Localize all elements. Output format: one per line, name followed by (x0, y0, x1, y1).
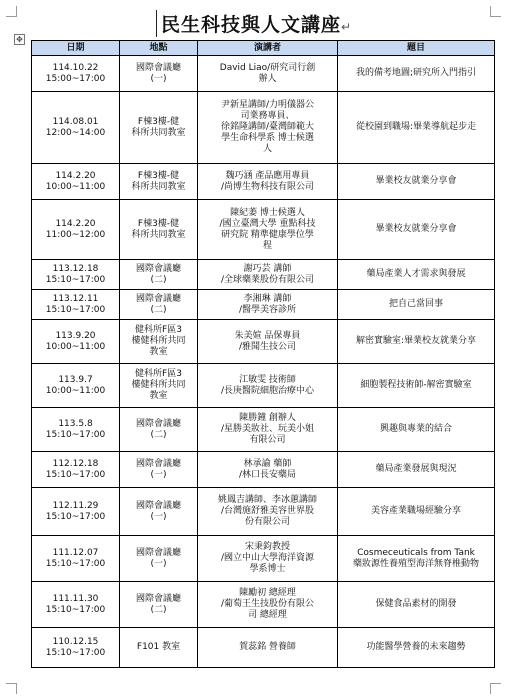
table-row (32, 628, 495, 668)
table-row (32, 260, 495, 290)
table-header-row (32, 41, 495, 56)
table-row (32, 56, 495, 92)
column-header-date: 日期 (32, 41, 120, 56)
date-cell[interactable]: 114.08.01 12:00~14:00 (32, 92, 120, 164)
location-cell[interactable]: 國際會議廳 (一) (120, 452, 198, 488)
topic-cell[interactable]: 我的備考地圖;研究所入門指引 (338, 56, 495, 92)
speaker-cell[interactable]: 江敏雯 技術師 /長庚醫院細胞治療中心 (198, 364, 338, 408)
speaker-cell[interactable]: 謝巧芸 講師 /全球藥業股份有限公司 (198, 260, 338, 290)
page-corner-mark (6, 683, 17, 694)
topic-cell[interactable]: 畢業校友就業分享會 (338, 200, 495, 260)
date-cell[interactable]: 114.10.22 15:00~17:00 (32, 56, 120, 92)
location-cell[interactable]: 健科所F區3 樓健科所共同 教室 (120, 364, 198, 408)
topic-cell[interactable]: 美容產業職場經驗分享 (338, 488, 495, 536)
topic-cell[interactable]: 解密實驗室:畢業校友就業分享 (338, 320, 495, 364)
topic-cell[interactable]: 藥局產業人才需求與發展 (338, 260, 495, 290)
location-cell[interactable]: 國際會議廳 (一) (120, 536, 198, 582)
table-row (32, 290, 495, 320)
location-cell[interactable]: F棟3樓-健 科所共同教室 (120, 200, 198, 260)
date-cell[interactable]: 113.9.7 10:00~11:00 (32, 364, 120, 408)
location-cell[interactable]: 國際會議廳 (一) (120, 56, 198, 92)
speaker-cell[interactable]: 姚鳳吉講師、李冰蕙講師 /台灣施舒雅美容世界股 份有限公司 (198, 488, 338, 536)
table-row (32, 364, 495, 408)
table-row (32, 536, 495, 582)
speaker-cell[interactable]: 賀蕊銘 營養師 (198, 628, 338, 668)
speaker-cell[interactable]: 宋秉鈞教授 /國立中山大學海洋資源 學系博士 (198, 536, 338, 582)
date-cell[interactable]: 113.9.20 10:00~11:00 (32, 320, 120, 364)
topic-cell[interactable]: 功能醫學營養的未來趨勢 (338, 628, 495, 668)
location-cell[interactable]: 國際會議廳 (二) (120, 408, 198, 452)
table-row (32, 92, 495, 164)
table-row (32, 200, 495, 260)
location-cell[interactable]: 國際會議廳 (二) (120, 290, 198, 320)
speaker-cell[interactable]: 魏巧涵 產品應用專員 /尚博生物科技有限公司 (198, 164, 338, 200)
speaker-cell[interactable]: 陳勝鐘 創辦人 /星勝美妝社、玩美小姐 有限公司 (198, 408, 338, 452)
column-header-speaker: 演講者 (198, 41, 338, 56)
table-row (32, 320, 495, 364)
table-row (32, 582, 495, 628)
speaker-cell[interactable]: 朱美媗 品保專員 /雅聞生技公司 (198, 320, 338, 364)
speaker-cell[interactable]: 陳紀萎 博士候選人 /國立臺灣大學 重點科技 研究院 精準健康學位學 程 (198, 200, 338, 260)
date-cell[interactable]: 111.11.30 15:10~17:00 (32, 582, 120, 628)
page-corner-mark (490, 683, 501, 694)
topic-cell[interactable]: 興趣與專業的結合 (338, 408, 495, 452)
location-cell[interactable]: 國際會議廳 (二) (120, 582, 198, 628)
paragraph-mark-icon: ↵ (340, 20, 352, 34)
speaker-cell[interactable]: David Liao/研究司行創 辦人 (198, 56, 338, 92)
title-container (0, 10, 507, 37)
lecture-schedule-table (31, 40, 495, 668)
table-row (32, 452, 495, 488)
location-cell[interactable]: F棟3樓-健 科所共同教室 (120, 92, 198, 164)
topic-cell[interactable]: 從校園到職場:畢業導航起步走 (338, 92, 495, 164)
table-row (32, 488, 495, 536)
location-cell[interactable]: F101 教室 (120, 628, 198, 668)
topic-cell[interactable]: 細胞製程技術師-解密實驗室 (338, 364, 495, 408)
date-cell[interactable]: 113.12.18 15:10~17:00 (32, 260, 120, 290)
speaker-cell[interactable]: 尹新星講師/力明儀器公 司業務專員、 徐銘隆講師/臺灣師範大 學生命科學系 博士候選 人 (198, 92, 338, 164)
date-cell[interactable]: 114.2.20 11:00~12:00 (32, 200, 120, 260)
date-cell[interactable]: 110.12.15 15:10~17:00 (32, 628, 120, 668)
table-row (32, 164, 495, 200)
date-cell[interactable]: 113.5.8 15:10~17:00 (32, 408, 120, 452)
date-cell[interactable]: 114.2.20 10:00~11:00 (32, 164, 120, 200)
topic-cell[interactable]: 把自己當回事 (338, 290, 495, 320)
document-title[interactable]: 民生科技與人文講座 (156, 10, 341, 37)
location-cell[interactable]: 國際會議廳 (二) (120, 260, 198, 290)
topic-cell[interactable]: 畢業校友就業分享會 (338, 164, 495, 200)
location-cell[interactable]: 健科所F區3 樓健科所共同 教室 (120, 320, 198, 364)
speaker-cell[interactable]: 李湘琳 講師 /醫學美容診所 (198, 290, 338, 320)
column-header-topic: 題目 (338, 41, 495, 56)
date-cell[interactable]: 112.12.18 15:10~17:00 (32, 452, 120, 488)
date-cell[interactable]: 113.12.11 15:10~17:00 (32, 290, 120, 320)
topic-cell[interactable]: Cosmeceuticals from Tank 藥妝源性養殖型海洋無脊椎動物 (338, 536, 495, 582)
location-cell[interactable]: 國際會議廳 (一) (120, 488, 198, 536)
table-move-handle-icon[interactable]: ✥ (14, 34, 25, 45)
topic-cell[interactable]: 藥局產業發展與現況 (338, 452, 495, 488)
location-cell[interactable]: F棟3樓-健 科所共同教室 (120, 164, 198, 200)
date-cell[interactable]: 112.11.29 15:10~17:00 (32, 488, 120, 536)
topic-cell[interactable]: 保健食品素材的開發 (338, 582, 495, 628)
speaker-cell[interactable]: 陳勵初 總經理 /葡萄王生技股份有限公 司 總經理 (198, 582, 338, 628)
column-header-location: 地點 (120, 41, 198, 56)
date-cell[interactable]: 111.12.07 15:10~17:00 (32, 536, 120, 582)
speaker-cell[interactable]: 林承諭 藥師 /林口長安藥局 (198, 452, 338, 488)
table-row (32, 408, 495, 452)
